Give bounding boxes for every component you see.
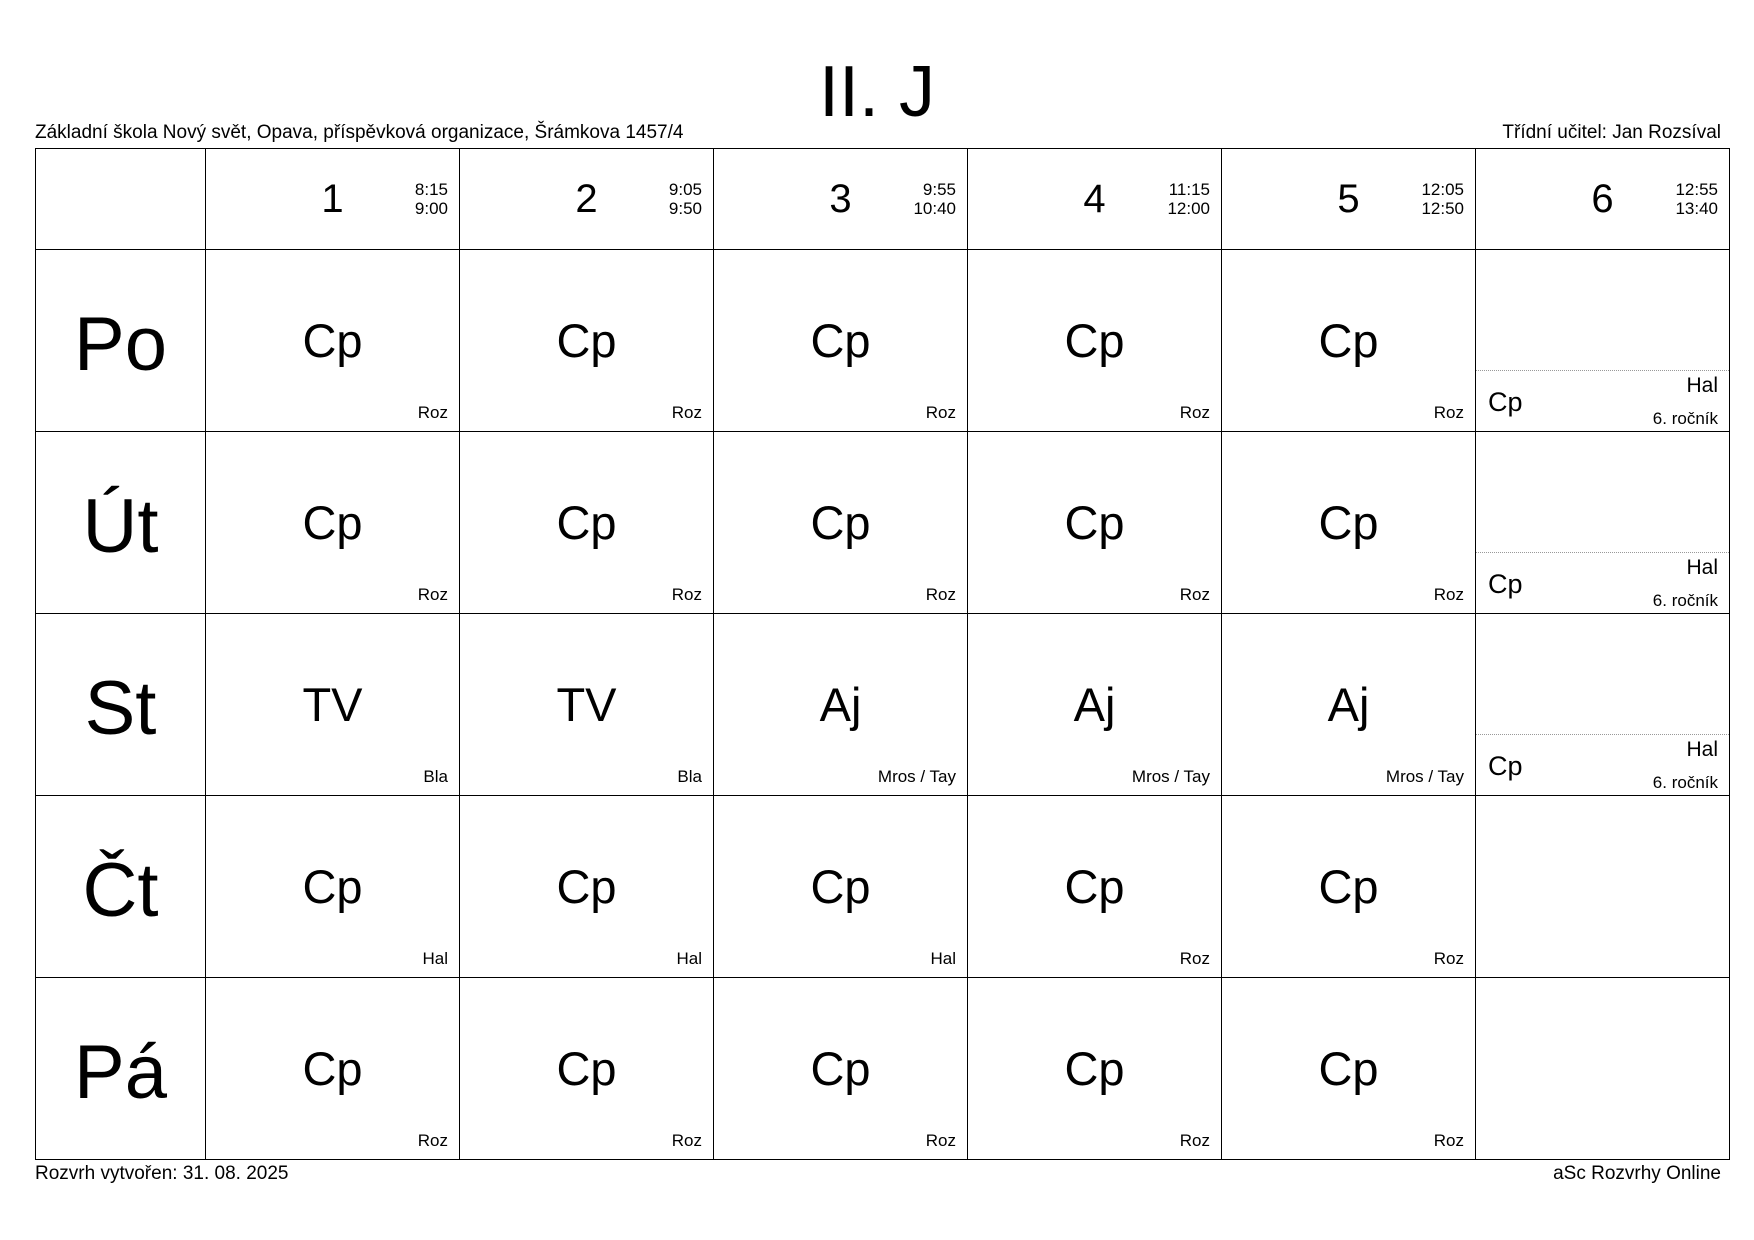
lesson-subject: Cp xyxy=(556,314,617,367)
period-times xyxy=(1167,180,1210,218)
lesson-teacher: Roz xyxy=(671,1131,702,1150)
day-cell xyxy=(36,978,206,1160)
lesson-split xyxy=(1476,370,1729,432)
lesson-subject: Aj xyxy=(1073,678,1116,731)
lesson-teacher: Roz xyxy=(671,585,702,604)
lesson-teacher: Hal xyxy=(676,949,702,968)
lesson-teacher: Bla xyxy=(677,767,702,786)
lesson-subject: Cp xyxy=(302,314,363,367)
lesson-cell xyxy=(460,614,714,796)
lesson-cell xyxy=(714,796,968,978)
lesson-teacher: Roz xyxy=(417,403,448,422)
lesson-cell xyxy=(714,432,968,614)
lesson-cell xyxy=(206,614,460,796)
lesson-cell xyxy=(1222,432,1476,614)
lesson-cell xyxy=(968,796,1222,978)
lesson-cell xyxy=(1476,614,1730,796)
class-teacher: Třídní učitel: Jan Rozsíval xyxy=(1502,122,1721,143)
day-name: Út xyxy=(82,484,159,569)
lesson-cell xyxy=(968,250,1222,432)
lesson-teacher: Hal xyxy=(1686,374,1718,397)
brand-label: aSc Rozvrhy Online xyxy=(1553,1163,1721,1184)
page-title: II. J xyxy=(818,52,935,132)
lesson-cell xyxy=(1222,796,1476,978)
day-cell xyxy=(36,432,206,614)
period-end-time: 12:50 xyxy=(1421,199,1464,218)
lesson-split xyxy=(1476,552,1729,614)
lesson-subject: Cp xyxy=(810,496,871,549)
period-start-time: 9:05 xyxy=(668,180,702,199)
lesson-cell xyxy=(206,432,460,614)
lesson-split xyxy=(1476,734,1729,796)
period-times xyxy=(669,180,702,218)
day-row xyxy=(36,978,1730,1160)
day-row xyxy=(36,796,1730,978)
lesson-teacher: Roz xyxy=(1179,403,1210,422)
lesson-subject: Cp xyxy=(810,314,871,367)
lesson-cell xyxy=(714,614,968,796)
lesson-teacher: Roz xyxy=(1179,949,1210,968)
lesson-cell xyxy=(714,978,968,1160)
day-name: St xyxy=(84,666,157,751)
lesson-teacher: Hal xyxy=(1686,738,1718,761)
lesson-cell xyxy=(1476,432,1730,614)
lesson-teacher: Roz xyxy=(1433,585,1464,604)
created-date: Rozvrh vytvořen: 31. 08. 2025 xyxy=(35,1163,289,1184)
lesson-subject: TV xyxy=(302,678,363,731)
period-end-time: 9:50 xyxy=(668,199,702,218)
lesson-subject: Cp xyxy=(1488,569,1523,599)
day-row xyxy=(36,250,1730,432)
lesson-subject: Cp xyxy=(810,1042,871,1095)
lesson-teacher: Mros / Tay xyxy=(1385,767,1464,786)
day-row xyxy=(36,614,1730,796)
lesson-group: 6. ročník xyxy=(1652,773,1718,792)
period-end-time: 9:00 xyxy=(414,199,448,218)
period-end-time: 13:40 xyxy=(1675,199,1718,218)
day-name: Po xyxy=(74,302,167,387)
lesson-cell xyxy=(460,978,714,1160)
lesson-subject: Cp xyxy=(1488,751,1523,781)
lesson-group: 6. ročník xyxy=(1652,409,1718,428)
lesson-cell xyxy=(206,250,460,432)
lesson-cell xyxy=(968,614,1222,796)
lesson-subject: Cp xyxy=(1488,387,1523,417)
period-header-cell xyxy=(1222,149,1476,250)
lesson-teacher: Bla xyxy=(423,767,448,786)
period-start-time: 12:05 xyxy=(1421,180,1464,199)
day-row xyxy=(36,432,1730,614)
period-number: 1 xyxy=(321,177,344,221)
lesson-cell xyxy=(460,796,714,978)
lesson-teacher: Roz xyxy=(925,1131,956,1150)
period-header-row xyxy=(36,149,1730,250)
lesson-teacher: Roz xyxy=(671,403,702,422)
lesson-teacher: Roz xyxy=(1433,403,1464,422)
lesson-cell xyxy=(1476,796,1730,978)
lesson-teacher: Roz xyxy=(1179,1131,1210,1150)
period-start-time: 8:15 xyxy=(414,180,448,199)
lesson-teacher: Hal xyxy=(422,949,448,968)
lesson-cell xyxy=(1222,250,1476,432)
lesson-cell xyxy=(206,978,460,1160)
period-start-time: 12:55 xyxy=(1675,180,1718,199)
lesson-cell xyxy=(714,250,968,432)
day-cell xyxy=(36,250,206,432)
period-end-time: 12:00 xyxy=(1167,199,1210,218)
lesson-teacher: Mros / Tay xyxy=(877,767,956,786)
lesson-cell xyxy=(460,250,714,432)
period-header-cell xyxy=(206,149,460,250)
period-start-time: 9:55 xyxy=(922,180,956,199)
day-cell xyxy=(36,614,206,796)
period-end-time: 10:40 xyxy=(913,199,956,218)
period-header-cell xyxy=(714,149,968,250)
lesson-teacher: Roz xyxy=(417,585,448,604)
lesson-subject: Aj xyxy=(819,678,862,731)
lesson-teacher: Roz xyxy=(925,403,956,422)
lesson-subject: Cp xyxy=(302,496,363,549)
lesson-subject: Cp xyxy=(1064,496,1125,549)
period-header-cell xyxy=(460,149,714,250)
lesson-cell xyxy=(968,978,1222,1160)
lesson-subject: Cp xyxy=(556,496,617,549)
period-number: 6 xyxy=(1591,177,1614,221)
lesson-subject: Cp xyxy=(1064,314,1125,367)
period-start-time: 11:15 xyxy=(1168,180,1210,199)
lesson-subject: Aj xyxy=(1327,678,1370,731)
corner-cell xyxy=(36,149,206,250)
lesson-teacher: Mros / Tay xyxy=(1131,767,1210,786)
lesson-teacher: Roz xyxy=(925,585,956,604)
timetable-grid xyxy=(35,148,1730,1160)
lesson-cell xyxy=(968,432,1222,614)
period-times xyxy=(415,180,448,218)
lesson-subject: Cp xyxy=(302,1042,363,1095)
day-name: Pá xyxy=(74,1030,167,1115)
lesson-cell xyxy=(1476,250,1730,432)
lesson-subject: Cp xyxy=(1318,860,1379,913)
lesson-teacher: Roz xyxy=(1433,949,1464,968)
lesson-subject: Cp xyxy=(556,860,617,913)
period-times xyxy=(1675,180,1718,218)
period-header-cell xyxy=(1476,149,1730,250)
lesson-subject: Cp xyxy=(1064,1042,1125,1095)
lesson-teacher: Hal xyxy=(1686,556,1718,579)
lesson-teacher: Hal xyxy=(930,949,956,968)
lesson-teacher: Roz xyxy=(1433,1131,1464,1150)
lesson-subject: Cp xyxy=(1318,496,1379,549)
period-header-cell xyxy=(968,149,1222,250)
day-name: Čt xyxy=(82,848,159,933)
lesson-cell xyxy=(1222,614,1476,796)
lesson-cell xyxy=(206,796,460,978)
lesson-cell xyxy=(460,432,714,614)
lesson-subject: Cp xyxy=(302,860,363,913)
lesson-subject: Cp xyxy=(1318,1042,1379,1095)
lesson-subject: TV xyxy=(556,678,617,731)
school-name: Základní škola Nový svět, Opava, příspěvková organizace, Šrámkova 1457/4 xyxy=(35,122,684,143)
lesson-teacher: Roz xyxy=(417,1131,448,1150)
lesson-subject: Cp xyxy=(556,1042,617,1095)
lesson-subject: Cp xyxy=(1318,314,1379,367)
lesson-teacher: Roz xyxy=(1179,585,1210,604)
period-times xyxy=(913,180,956,218)
period-number: 3 xyxy=(829,177,852,221)
lesson-group: 6. ročník xyxy=(1652,591,1718,610)
lesson-cell xyxy=(1222,978,1476,1160)
period-number: 5 xyxy=(1337,177,1360,221)
period-times xyxy=(1421,180,1464,218)
period-number: 2 xyxy=(575,177,598,221)
lesson-subject: Cp xyxy=(810,860,871,913)
period-number: 4 xyxy=(1083,177,1106,221)
lesson-subject: Cp xyxy=(1064,860,1125,913)
lesson-cell xyxy=(1476,978,1730,1160)
day-cell xyxy=(36,796,206,978)
